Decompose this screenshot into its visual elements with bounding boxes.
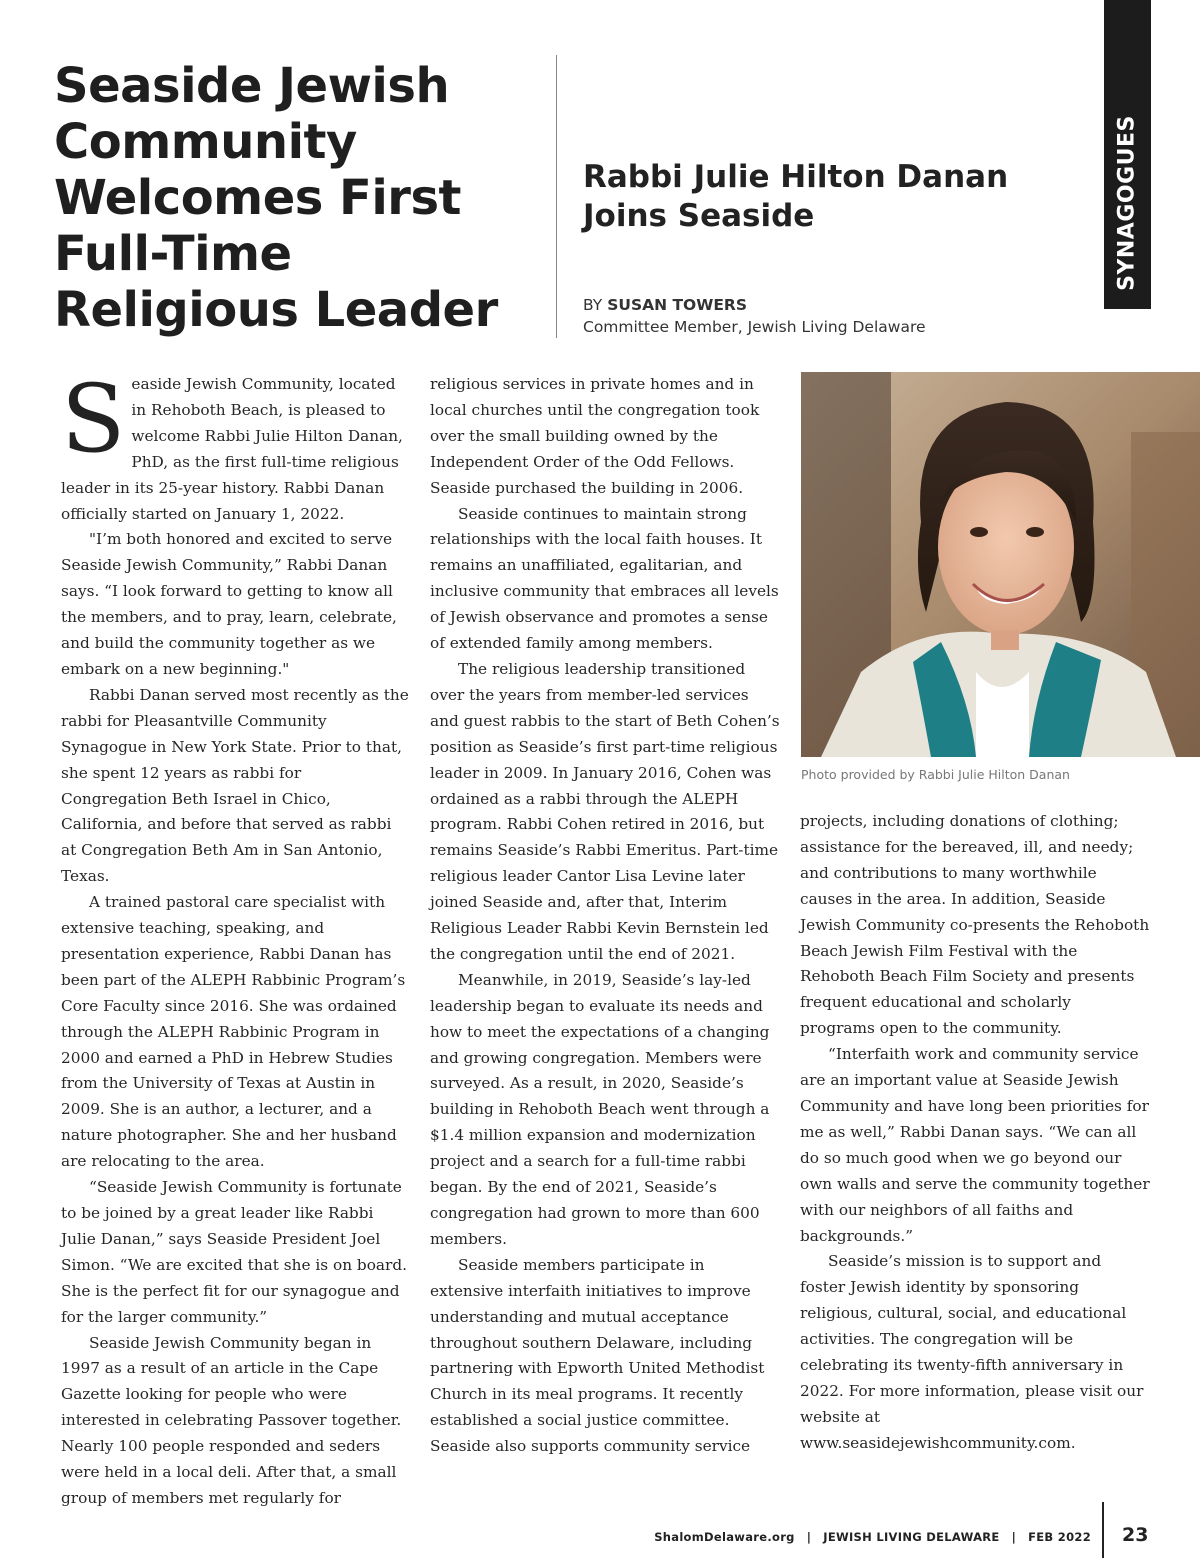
drop-cap: S	[61, 365, 126, 474]
paragraph-2: "I’m both honored and excited to serve Seaside Jewish Community,” Rabbi Danan says. “I look forward to getting to know all the members, and to pray, learn, celebrate, and build the community together as we embark on a new beginning."	[61, 530, 397, 678]
paragraph-5: “Seaside Jewish Community is fortunate to be joined by a great leader like Rabbi Julie Danan,” says Seaside President Joel Simon. “We are excited that she is on board. She is the perfect fit for our synagogue and for the larger community.”	[61, 1178, 408, 1326]
byline-prefix: BY	[583, 296, 603, 314]
article-subtitle: Rabbi Julie Hilton Danan Joins Seaside	[583, 159, 1009, 234]
article-column-1	[61, 365, 409, 1512]
article-column-3	[800, 809, 1150, 1457]
photo-caption: Photo provided by Rabbi Julie Hilton Danan	[801, 767, 1070, 782]
author-name: SUSAN TOWERS	[607, 296, 748, 314]
article-title: Seaside Jewish Community Welcomes First Full-Time Religious Leader	[54, 58, 498, 338]
footer-publication: JEWISH LIVING DELAWARE	[823, 1530, 1000, 1544]
paragraph-10-continued: projects, including donations of clothing; assistance for the bereaved, ill, and needy; and contributions to many worthwhile causes in the area. In addition, Seaside Jewish Community co-presents the Rehoboth Beach Jewish Film Festival with the Rehoboth Beach Film Society and presents frequent educational and scholarly programs open to the community.	[800, 812, 1150, 1038]
paragraph-7: Seaside continues to maintain strong relationships with the local faith houses. It remains an unaffiliated, egalitarian, and inclusive community that embraces all levels of Jewish observance and promotes a sense of extended family among members.	[430, 504, 779, 653]
byline	[583, 294, 1003, 338]
paragraph-9: Meanwhile, in 2019, Seaside’s lay-led leadership began to evaluate its needs and how to meet the expectations of a changing and growing congregation. Members were surveyed. As a result, in 2020, Seaside’s building in Rehoboth Beach went through a $1.4 million expansion and modernization project and a search for a full-time rabbi began. By the end of 2021, Seaside’s congregation had grown to more than 600 members.	[430, 970, 770, 1248]
paragraph-6-continued: religious services in private homes and in local churches until the congregation took over the small building owned by the Independent Order of the Odd Fellows. Seaside purchased the building in 2006.	[430, 375, 760, 497]
page-number: 23	[1122, 1524, 1149, 1546]
paragraph-8: The religious leadership transitioned over the years from member-led services and guest rabbis to the start of Beth Cohen’s position as Seaside’s first part-time religious leader in 2009. In January 2016, Cohen was ordained as a rabbi through the ALEPH program. Rabbi Cohen retired in 2016, but remains Seaside’s Rabbi Emeritus. Part-time religious leader Cantor Lisa Levine later joined Seaside and, after that, Interim Religious Leader Rabbi Kevin Bernstein led the congregation until the end of 2021.	[430, 659, 780, 963]
footer-divider	[1102, 1502, 1104, 1558]
paragraph-11: “Interfaith work and community service are an important value at Seaside Jewish Community and have long been priorities for me as well,” Rabbi Danan says. “We can all do so much good when we go beyond our own walls and serve the community together with our neighbors of all faiths and backgrounds.”	[800, 1045, 1150, 1245]
footer-issue: FEB 2022	[1028, 1530, 1091, 1544]
footer: ShalomDelaware.org | JEWISH LIVING DELAWARE | FEB 2022	[654, 1530, 1091, 1544]
paragraph-4: A trained pastoral care specialist with extensive teaching, speaking, and presentation experience, Rabbi Danan has been part of the ALEPH Rabbinic Program’s Core Faculty since 2016. She was ordained through the ALEPH Rabbinic Program in 2000 and earned a PhD in Hebrew Studies from the University of Texas at Austin in 2009. She is an author, a lecturer, and a nature photographer. She and her husband are relocating to the area.	[61, 893, 406, 1171]
article-column-2	[430, 372, 780, 1460]
header-divider	[556, 55, 557, 338]
paragraph-3: Rabbi Danan served most recently as the rabbi for Pleasantville Community Synagogue in New York State. Prior to that, she spent 12 years as rabbi for Congregation Beth Israel in Chico, California, and before that served as rabbi at Congregation Beth Am in San Antonio, Texas.	[61, 685, 409, 886]
rabbi-portrait-photo	[801, 372, 1200, 757]
paragraph-6: Seaside Jewish Community began in 1997 as a result of an article in the Cape Gazette looking for people who were interested in celebrating Passover together. Nearly 100 people responded and seders were held in a local deli. After that, a small group of members met regularly for	[61, 1333, 402, 1507]
section-label: SYNAGOGUES	[1114, 115, 1140, 291]
footer-website: ShalomDelaware.org	[654, 1530, 795, 1544]
paragraph-1: Seaside Jewish Community, located in Rehoboth Beach, is pleased to welcome Rabbi Julie Hilton Danan, PhD, as the first full-time religious leader in its 25-year history. Rabbi Danan officially started on January 1, 2022.	[61, 365, 403, 523]
author-role: Committee Member, Jewish Living Delaware	[583, 318, 926, 336]
paragraph-12: Seaside’s mission is to support and foster Jewish identity by sponsoring religious, cultural, social, and educational activities. The congregation will be celebrating its twenty-fifth anniversary in 2022. For more information, please visit our website at www.seasidejewishcommunity.com.	[800, 1252, 1144, 1452]
paragraph-10: Seaside members participate in extensive interfaith initiatives to improve understanding and mutual acceptance throughout southern Delaware, including partnering with Epworth United Methodist Church in its meal programs. It recently established a social justice committee. Seaside also supports community service	[430, 1255, 765, 1456]
